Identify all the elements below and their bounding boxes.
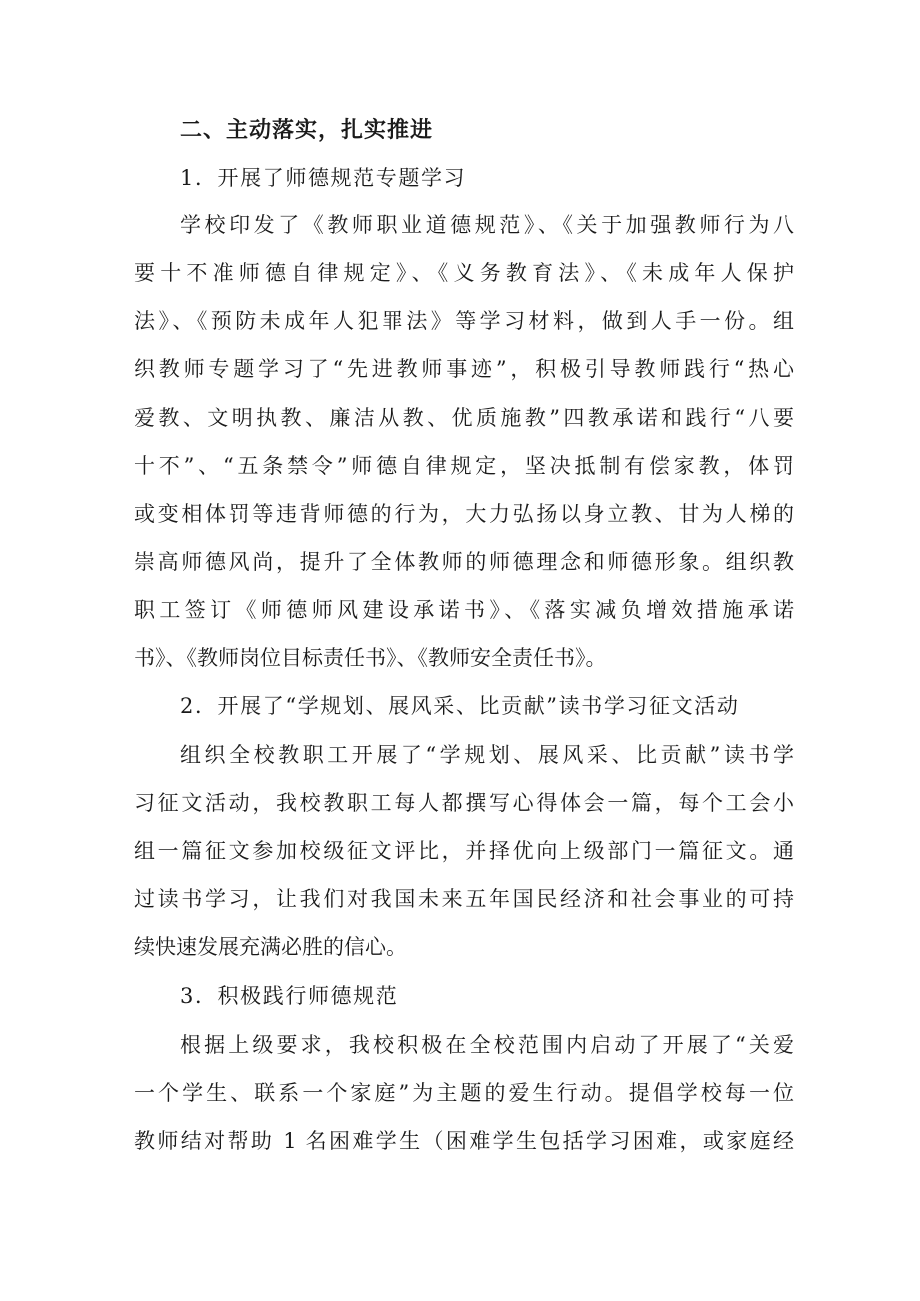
paragraph-line: 续快速发展充满必胜的信心。 bbox=[134, 935, 407, 959]
paragraph-line: 书》、《教师岗位目标责任书》、《教师安全责任书》。 bbox=[134, 646, 607, 670]
paragraph-line: 根据上级要求，我校积极在全校范围内启动了开展了“关爱 bbox=[180, 1033, 794, 1057]
item3-title: 3．积极践行师德规范 bbox=[180, 984, 399, 1008]
paragraph-line: 要十不准师德自律规定》、《义务教育法》、《未成年人保护 bbox=[134, 261, 794, 285]
paragraph-line: 或变相体罚等违背师德的行为，大力弘扬以身立教、甘为人梯的 bbox=[134, 502, 794, 526]
paragraph-line: 一个学生、联系一个家庭”为主题的爱生行动。提倡学校每一位 bbox=[134, 1081, 794, 1105]
paragraph-line: 职工签订《师德师风建设承诺书》、《落实减负增效措施承诺 bbox=[134, 598, 794, 622]
paragraph-line: 十不”、“五条禁令”师德自律规定，坚决抵制有偿家教，体罚 bbox=[134, 454, 794, 478]
item1-title: 1．开展了师德规范专题学习 bbox=[180, 166, 467, 190]
paragraph-line: 习征文活动，我校教职工每人都撰写心得体会一篇，每个工会小 bbox=[134, 791, 794, 815]
paragraph-line: 爱教、文明执教、廉洁从教、优质施教”四教承诺和践行“八要 bbox=[134, 406, 794, 430]
paragraph-line: 法》、《预防未成年人犯罪法》等学习材料，做到人手一份。组 bbox=[134, 309, 794, 333]
paragraph-line: 学校印发了《教师职业道德规范》、《关于加强教师行为八 bbox=[180, 213, 794, 237]
paragraph-line: 崇高师德风尚，提升了全体教师的师德理念和师德形象。组织教 bbox=[134, 550, 794, 574]
section-heading: 二、主动落实，扎实推进 bbox=[180, 118, 434, 143]
paragraph-line: 教师结对帮助 1 名困难学生（困难学生包括学习困难，或家庭经 bbox=[134, 1129, 794, 1153]
paragraph-line: 组一篇征文参加校级征文评比，并择优向上级部门一篇征文。通 bbox=[134, 839, 794, 863]
item2-title: 2．开展了“学规划、展风采、比贡献”读书学习征文活动 bbox=[180, 694, 740, 718]
paragraph-line: 织教师专题学习了“先进教师事迹”，积极引导教师践行“热心 bbox=[134, 357, 794, 381]
paragraph-line: 组织全校教职工开展了“学规划、展风采、比贡献”读书学 bbox=[180, 743, 794, 767]
paragraph-line: 过读书学习，让我们对我国未来五年国民经济和社会事业的可持 bbox=[134, 887, 794, 911]
